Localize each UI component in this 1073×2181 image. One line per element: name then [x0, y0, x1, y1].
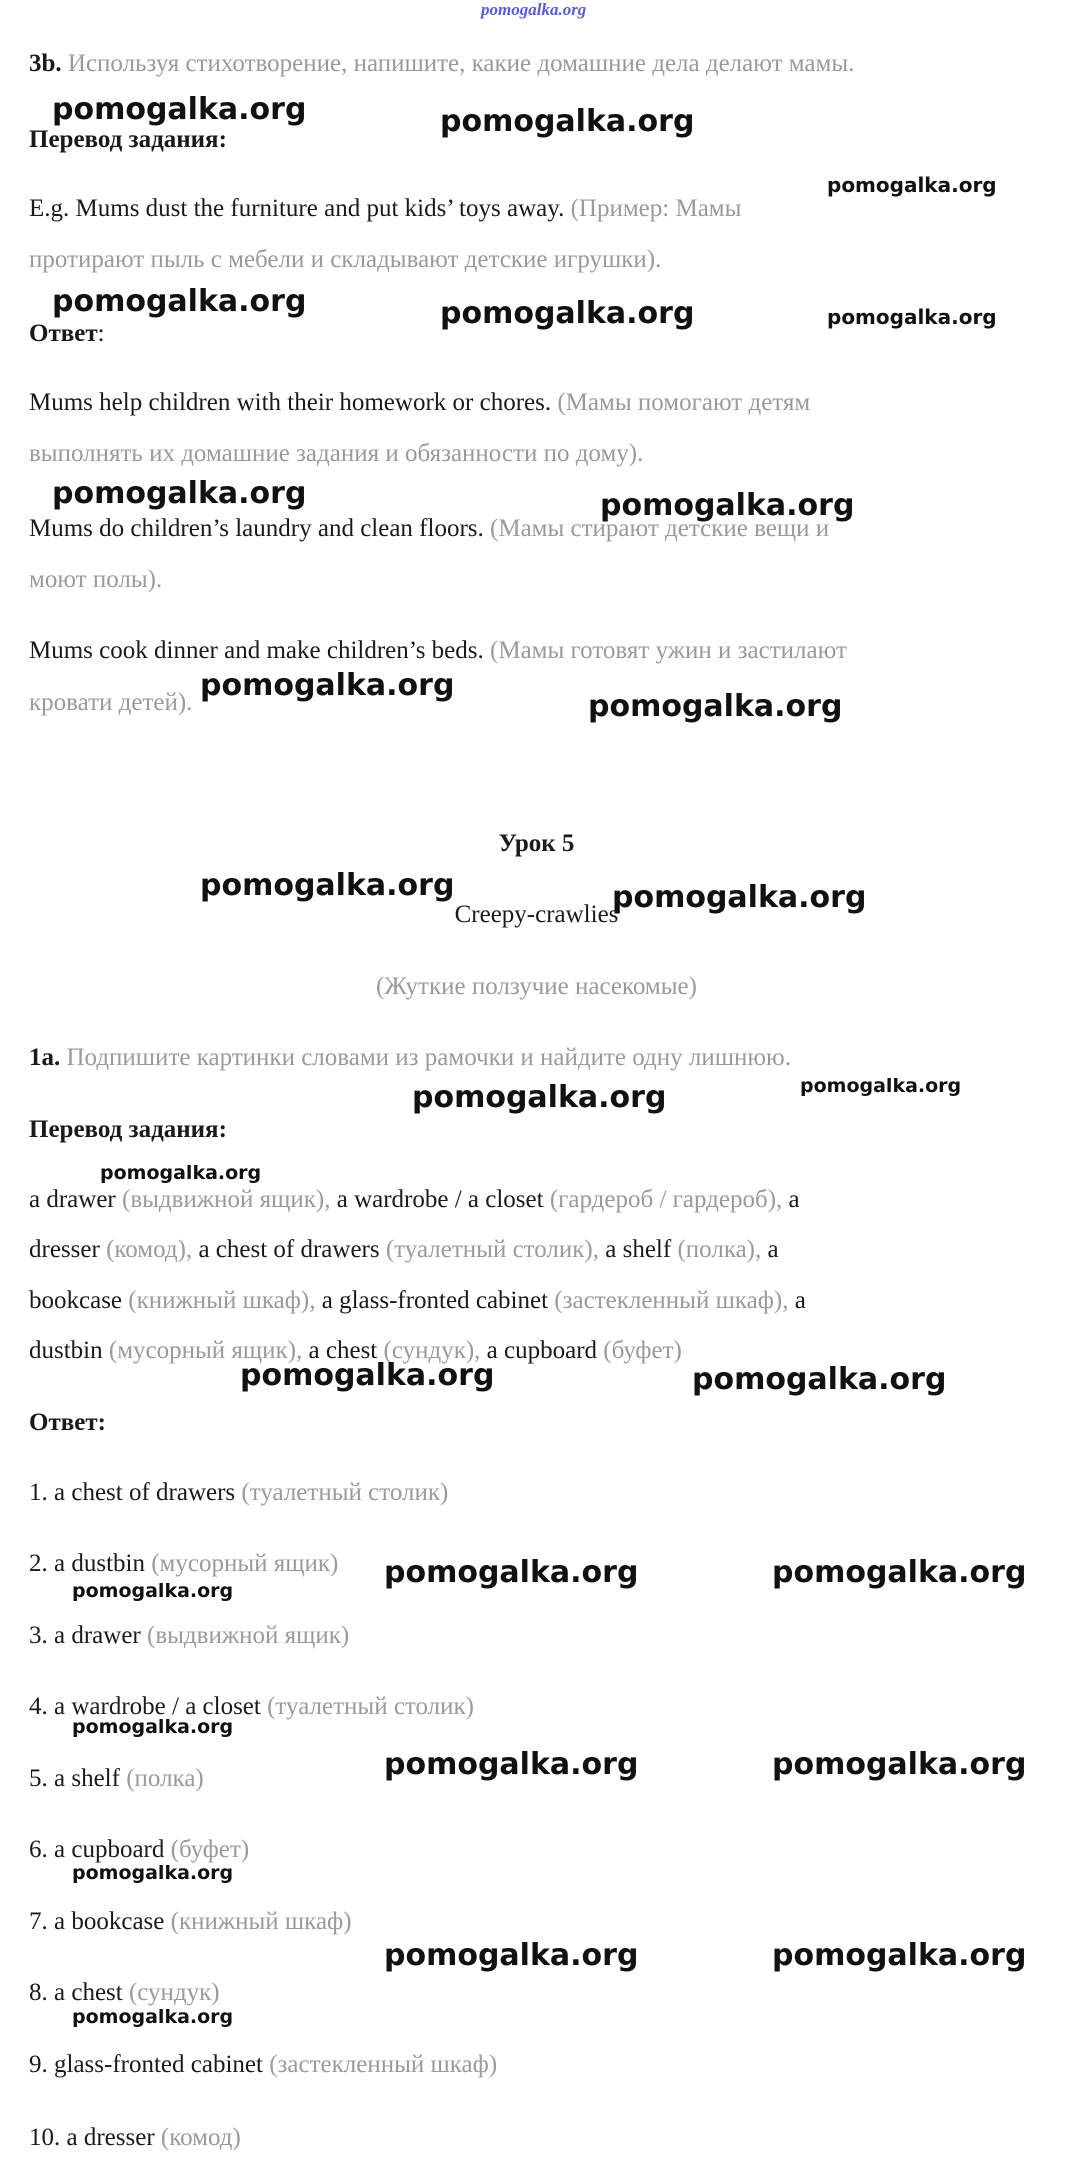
word-ru: (туалетный столик), — [379, 1236, 600, 1263]
answer-ru: (Мамы стирают детские вещи и — [483, 515, 830, 542]
watermark: pomogalka.org — [440, 296, 695, 331]
word-line-3 — [29, 1285, 806, 1317]
word-en: a — [782, 1186, 800, 1213]
task-3b-answer-2-line-2: моют полы). — [29, 566, 163, 593]
word-ru: (застекленный шкаф), — [548, 1287, 789, 1314]
answer-en: 4. a wardrobe / a closet — [29, 1693, 261, 1720]
word-ru: (выдвижной ящик), — [115, 1186, 331, 1213]
word-en: a — [788, 1287, 806, 1314]
answer-ru: (туалетный столик) — [260, 1693, 475, 1720]
watermark: pomogalka.org — [827, 173, 997, 197]
example-ru: (Пример: Мамы — [564, 195, 742, 222]
word-en: dresser — [29, 1236, 100, 1263]
answer-ru: (выдвижной ящик) — [140, 1622, 350, 1649]
answer-en: 7. a bookcase — [29, 1908, 165, 1935]
watermark: pomogalka.org — [600, 488, 855, 523]
watermark: pomogalka.org — [52, 284, 307, 319]
watermark: pomogalka.org — [692, 1362, 947, 1397]
answer-en: 6. a cupboard — [29, 1836, 165, 1863]
word-ru: (гардероб / гардероб), — [543, 1186, 783, 1213]
task-1a-instruction-text: Подпишите картинки словами из рамочки и найдите одну лишнюю. — [60, 1044, 791, 1071]
word-en: a cupboard — [480, 1337, 598, 1364]
answer-en: 10. a dresser — [29, 2124, 155, 2151]
watermark: pomogalka.org — [384, 1555, 639, 1590]
task-3b-answer-3-line-2: кровати детей). — [29, 689, 193, 716]
answer-ru: (мусорный ящик) — [144, 1550, 339, 1577]
answer-ru: (Мамы готовят ужин и застилают — [483, 637, 847, 664]
watermark: pomogalka.org — [612, 880, 867, 915]
watermark: pomogalka.org — [440, 104, 695, 139]
watermark: pomogalka.org — [772, 1747, 1027, 1782]
word-ru: (мусорный ящик), — [102, 1337, 303, 1364]
answer-en: 1. a chest of drawers — [29, 1479, 236, 1506]
answer-ru: (туалетный столик) — [235, 1479, 449, 1506]
answer-en: 5. a shelf — [29, 1765, 120, 1792]
watermark: pomogalka.org — [52, 92, 307, 127]
task-3b-instruction — [29, 48, 854, 80]
task-3b-answer-1-line-1 — [29, 387, 810, 419]
answer-heading-colon: : — [97, 320, 105, 347]
watermark: pomogalka.org — [772, 1555, 1027, 1590]
watermark: pomogalka.org — [772, 1938, 1027, 1973]
word-en: a chest of drawers — [192, 1236, 380, 1263]
task-3b-instruction-text: Используя стихотворение, напишите, какие домашние дела делают мамы. — [61, 50, 855, 77]
answer-item-1 — [29, 1477, 448, 1509]
word-en: a shelf — [599, 1236, 672, 1263]
answer-en: 3. a drawer — [29, 1622, 141, 1649]
answer-item-7 — [29, 1906, 352, 1938]
watermark: pomogalka.org — [384, 1938, 639, 1973]
watermark: pomogalka.org — [412, 1080, 667, 1115]
watermark: pomogalka.org — [240, 1358, 495, 1393]
answer-en: Mums cook dinner and make children’s beds. — [29, 637, 484, 664]
task-3b-answer-3-line-1 — [29, 635, 847, 667]
answer-en: Mums do children’s laundry and clean floors. — [29, 515, 484, 542]
word-ru: (буфет) — [597, 1337, 682, 1364]
answer-ru: (книжный шкаф) — [164, 1908, 352, 1935]
word-ru: (сундук), — [377, 1337, 481, 1364]
word-ru: (полка), — [671, 1236, 762, 1263]
watermark: pomogalka.org — [72, 1716, 234, 1738]
watermark: pomogalka.org — [72, 2006, 234, 2028]
answer-ru: (застекленный шкаф) — [262, 2051, 498, 2078]
word-en: dustbin — [29, 1337, 103, 1364]
answer-en: 8. a chest — [29, 1979, 123, 2006]
answer-en: Mums help children with their homework or chores. — [29, 389, 552, 416]
answer-ru: (полка) — [119, 1765, 204, 1792]
watermark: pomogalka.org — [100, 1162, 262, 1184]
answer-item-10 — [29, 2122, 241, 2154]
watermark: pomogalka.org — [72, 1580, 234, 1602]
word-line-1 — [29, 1184, 800, 1216]
answer-ru: (сундук) — [122, 1979, 220, 2006]
watermark: pomogalka.org — [200, 668, 455, 703]
answer-item-9 — [29, 2049, 497, 2081]
task-3b-label: 3b. — [29, 50, 62, 77]
word-ru: (комод), — [99, 1236, 193, 1263]
word-en: a — [761, 1236, 779, 1263]
word-line-2 — [29, 1234, 779, 1266]
watermark: pomogalka.org — [800, 1075, 962, 1097]
watermark: pomogalka.org — [384, 1747, 639, 1782]
task-1a-instruction — [29, 1042, 791, 1074]
task-3b-example-line-1 — [29, 193, 741, 225]
example-en: E.g. Mums dust the furniture and put kids’ toys away. — [29, 195, 565, 222]
watermark: pomogalka.org — [827, 305, 997, 329]
task-3b-answer-heading — [29, 318, 105, 350]
watermark: pomogalka.org — [52, 476, 307, 511]
task-1a-translation-heading: Перевод задания: — [29, 1116, 227, 1143]
task-1a-label: 1a. — [29, 1044, 61, 1071]
lesson-subtitle-en: Creepy-crawlies — [454, 901, 619, 928]
task-3b-translation-heading: Перевод задания: — [29, 126, 227, 153]
answer-en: 2. a dustbin — [29, 1550, 145, 1577]
lesson-subtitle-ru: (Жуткие ползучие насекомые) — [376, 973, 697, 1000]
answer-item-5 — [29, 1763, 204, 1795]
answer-ru: (буфет) — [164, 1836, 250, 1863]
answer-item-8 — [29, 1977, 220, 2009]
answer-en: 9. glass-fronted cabinet — [29, 2051, 263, 2078]
lesson-title: Урок 5 — [498, 830, 575, 857]
word-en: bookcase — [29, 1287, 123, 1314]
watermark: pomogalka.org — [72, 1862, 234, 1884]
word-ru: (книжный шкаф), — [122, 1287, 316, 1314]
word-en: a wardrobe / a closet — [330, 1186, 544, 1213]
site-header-link[interactable]: pomogalka.org — [481, 0, 587, 19]
word-en: a drawer — [29, 1186, 116, 1213]
task-3b-answer-1-line-2: выполнять их домашние задания и обязанности по дому). — [29, 440, 644, 467]
answer-ru: (Мамы помогают детям — [551, 389, 811, 416]
answer-ru: (комод) — [154, 2124, 241, 2151]
watermark: pomogalka.org — [588, 689, 843, 724]
answer-item-3 — [29, 1620, 349, 1652]
watermark: pomogalka.org — [200, 868, 455, 903]
answer-item-2 — [29, 1548, 338, 1580]
word-en: a chest — [302, 1337, 378, 1364]
word-en: a glass-fronted cabinet — [315, 1287, 549, 1314]
answer-heading-text: Ответ — [29, 320, 98, 347]
task-1a-answer-heading: Ответ: — [29, 1409, 106, 1436]
task-3b-example-line-2: протирают пыль с мебели и складывают детские игрушки). — [29, 246, 662, 273]
